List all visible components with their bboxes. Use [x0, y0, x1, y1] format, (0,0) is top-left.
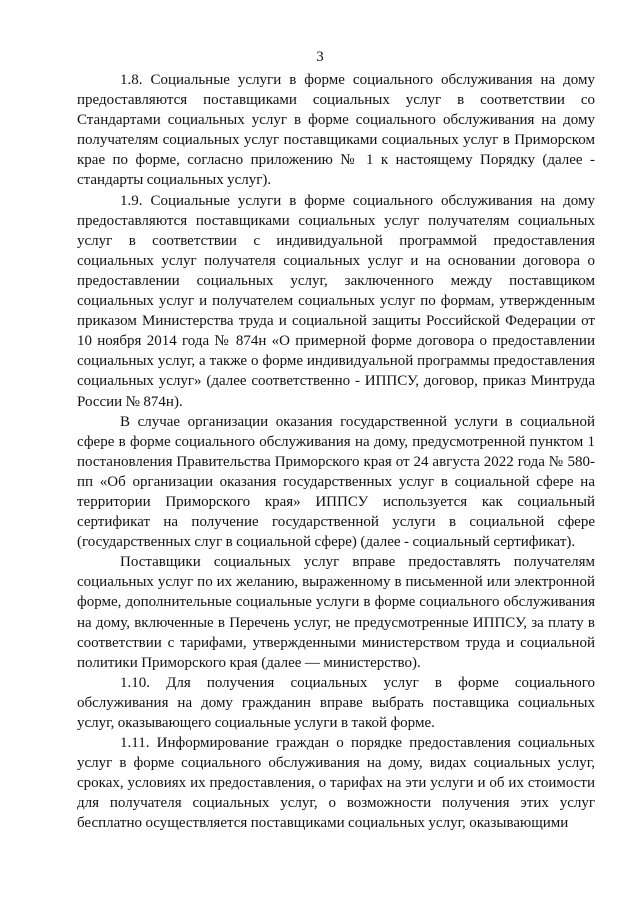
paragraph-1-11: 1.11. Информирование граждан о порядке предоставления социальных услуг в форме социального обслуживания на дому, видах социальных услуг, сроках, условиях их предоставления, о тарифах на эти услуги и об их стоимости для получателя социальных услуг, о возможности получения этих услуг бесплатно осуществляется поставщиками социальных услуг, оказывающими: [77, 735, 595, 832]
paragraph-social-certificate: В случае организации оказания государственной услуги в социальной сфере в форме социального обслуживания на дому, предусмотренной пунктом 1 постановления Правительства Приморского края от 24 августа 2022 года № 580-пп «Об организации оказания государственных услуг в социальной сфере на территории Приморского края» ИППСУ используется как социальный сертификат на получение государственной услуги в социальной сфере (государственных слуг в социальной сфере) (далее - социальный сертификат).: [77, 413, 595, 551]
document-body: [77, 70, 595, 834]
paragraph-1-9: 1.9. Социальные услуги в форме социального обслуживания на дому предоставляются поставщиками социальных услуг получателям социальных услуг в соответствии с индивидуальной программой предоставления социальных услуг получателя социальных услуг и на основании договора о предоставлении социальных услуг, заключенного между поставщиком социальных услуг и получателем социальных услуг по формам, утвержденным приказом Министерства труда и социальной защиты Российской Федерации от 10 ноября 2014 года № 874н «О примерной форме договора о предоставлении социальных услуг, а также о форме индивидуальной программы предоставления социальных услуг» (далее соответственно - ИППСУ, договор, приказ Минтруда России № 874н).: [77, 192, 595, 410]
paragraph-additional-services: Поставщики социальных услуг вправе предоставлять получателям социальных услуг по их желанию, выраженному в письменной или электронной форме, дополнительные социальные услуги в форме социального обслуживания на дому, включенные в Перечень услуг, не предусмотренные ИППСУ, за плату в соответствии с тарифами, утвержденными министерством труда и социальной политики Приморского края (далее — министерство).: [77, 554, 595, 671]
paragraph-1-10: 1.10. Для получения социальных услуг в форме социального обслуживания на дому гражданин вправе выбрать поставщика социальных услуг, оказывающего социальные услуги в такой форме.: [77, 674, 595, 731]
page-number: 3: [316, 49, 324, 65]
paragraph-1-8: 1.8. Социальные услуги в форме социального обслуживания на дому предоставляются поставщиками социальных услуг в соответствии со Стандартами социальных услуг в форме социального обслуживания на дому получателям социальных услуг поставщиками социальных услуг в Приморском крае по форме, согласно приложению № 1 к настоящему Порядку (далее - стандарты социальных услуг).: [77, 72, 595, 189]
